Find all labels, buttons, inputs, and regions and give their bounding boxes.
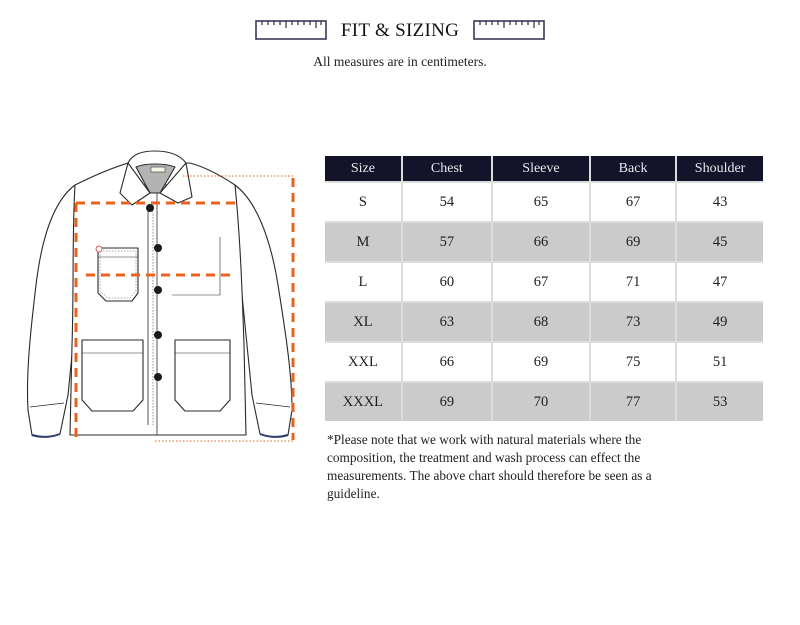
chest-cell: 57 [402,222,492,262]
size-cell: XXL [325,342,402,382]
jacket-illustration [20,145,310,445]
table-row [325,222,763,262]
chest-cell: 69 [402,382,492,421]
back-cell: 69 [590,222,676,262]
chest-cell: 54 [402,182,492,222]
page-title: FIT & SIZING [340,20,460,41]
back-cell: 71 [590,262,676,302]
size-cell: M [325,222,402,262]
ruler-icon [255,20,327,40]
shoulder-cell: 49 [676,302,763,342]
ruler-icon [473,20,545,40]
shoulder-cell: 51 [676,342,763,382]
chest-cell: 66 [402,342,492,382]
shoulder-cell: 45 [676,222,763,262]
column-header-sleeve: Sleeve [492,156,590,182]
sleeve-cell: 66 [492,222,590,262]
table-header-row [325,156,763,182]
shoulder-cell: 43 [676,182,763,222]
size-cell: XXXL [325,382,402,421]
back-cell: 75 [590,342,676,382]
sleeve-cell: 70 [492,382,590,421]
sleeve-cell: 67 [492,262,590,302]
units-note: All measures are in centimeters. [313,54,487,69]
sleeve-cell: 68 [492,302,590,342]
disclaimer-note: *Please note that we work with natural materials where the composition, the treatment and wash process can effect the measurements. The above chart should therefore be seen as a guideline. [327,432,652,501]
chest-cell: 60 [402,262,492,302]
chest-cell: 63 [402,302,492,342]
column-header-chest: Chest [402,156,492,182]
back-cell: 67 [590,182,676,222]
sleeve-cell: 65 [492,182,590,222]
sleeve-cell: 69 [492,342,590,382]
table-row [325,182,763,222]
back-cell: 73 [590,302,676,342]
table-row [325,382,763,421]
column-header-back: Back [590,156,676,182]
column-header-size: Size [325,156,402,182]
table-row [325,262,763,302]
size-cell: S [325,182,402,222]
shoulder-cell: 47 [676,262,763,302]
table-row [325,302,763,342]
size-cell: L [325,262,402,302]
size-chart-table [325,156,763,421]
page-header [0,18,800,44]
table-row [325,342,763,382]
back-cell: 77 [590,382,676,421]
column-header-shoulder: Shoulder [676,156,763,182]
shoulder-cell: 53 [676,382,763,421]
size-cell: XL [325,302,402,342]
